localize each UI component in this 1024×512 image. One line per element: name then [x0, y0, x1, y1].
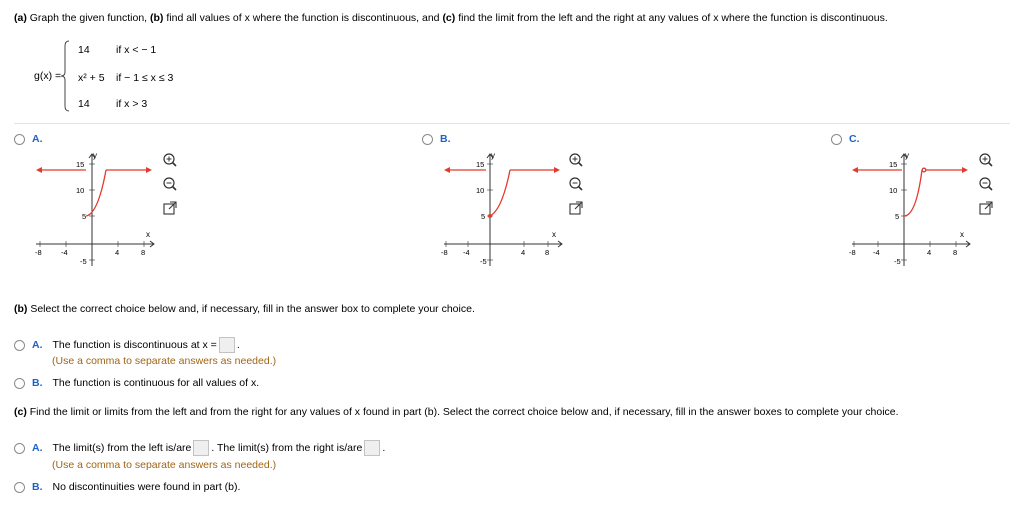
- x-tick: -4: [873, 248, 880, 257]
- piece-3-expr: 14: [78, 98, 90, 110]
- popout-icon[interactable]: [568, 200, 584, 216]
- graph-c-tools: [978, 152, 998, 224]
- y-tick: 10: [889, 186, 898, 195]
- y-tick: 15: [76, 160, 85, 169]
- y-tick: 15: [889, 160, 898, 169]
- zoom-in-icon[interactable]: [568, 152, 584, 168]
- y-axis-label: y: [905, 151, 909, 160]
- part-c-prompt-text: Find the limit or limits from the left and from the right for any values of x found in part (b). Select the correct choice below and, if necessary, fill in the answer boxes to complete your choice.: [26, 406, 899, 418]
- function-label: g(x) =: [34, 70, 62, 82]
- x-tick: 8: [141, 248, 146, 257]
- piece-2-cond: if − 1 ≤ x ≤ 3: [116, 72, 174, 84]
- graph-a: [30, 148, 160, 268]
- part-c-prompt-label: (c): [14, 406, 27, 418]
- x-tick: 4: [927, 248, 932, 257]
- y-tick: 5: [82, 212, 87, 221]
- zoom-in-icon[interactable]: [162, 152, 178, 168]
- radio-button[interactable]: [14, 134, 25, 145]
- question-text: [14, 12, 888, 24]
- part-b-prompt-label: (b): [14, 303, 28, 315]
- y-tick: 5: [481, 212, 486, 221]
- part-c-choice-b[interactable]: [14, 481, 240, 493]
- choice-text: The function is discontinuous at x =: [52, 339, 217, 351]
- part-b-hint: (Use a comma to separate answers as needed.): [52, 355, 277, 367]
- axes: [36, 154, 154, 266]
- popout-icon[interactable]: [162, 200, 178, 216]
- choice-text: No discontinuities were found in part (b).: [52, 481, 241, 493]
- y-axis-label: y: [93, 151, 97, 160]
- graph-option-a[interactable]: [14, 133, 43, 145]
- y-tick: -5: [894, 257, 901, 266]
- y-tick: 10: [476, 186, 485, 195]
- divider: [14, 123, 1010, 124]
- part-a-label: (a): [14, 12, 27, 24]
- option-label: B.: [440, 133, 451, 145]
- radio-button[interactable]: [14, 443, 25, 454]
- x-tick: 8: [545, 248, 550, 257]
- x-axis-label: x: [960, 230, 964, 239]
- part-c-prompt: [14, 406, 899, 418]
- x-axis-label: x: [146, 230, 150, 239]
- part-c-text: find the limit from the left and the right at any values of x where the function is discontinuous.: [455, 12, 888, 24]
- part-c-choice-a[interactable]: A. The limit(s) from the left is/are . The limit(s) from the right is/are .: [14, 440, 385, 456]
- plotted-function: [36, 167, 152, 216]
- choice-label: A.: [32, 339, 43, 351]
- left-limit-answer-box[interactable]: [193, 440, 209, 456]
- graph-option-c[interactable]: [831, 133, 860, 145]
- x-tick: 4: [115, 248, 120, 257]
- radio-button[interactable]: [831, 134, 842, 145]
- radio-button[interactable]: [14, 340, 25, 351]
- x-tick: -8: [35, 248, 42, 257]
- part-b-prompt-text: Select the correct choice below and, if necessary, fill in the answer box to complete your choice.: [27, 303, 475, 315]
- part-b-choice-a[interactable]: A. The function is discontinuous at x = .: [14, 337, 240, 353]
- y-tick: -5: [480, 257, 487, 266]
- x-tick: -4: [463, 248, 470, 257]
- y-axis-label: y: [491, 151, 495, 160]
- part-c-hint: (Use a comma to separate answers as needed.): [52, 459, 277, 471]
- popout-icon[interactable]: [978, 200, 994, 216]
- graph-b-tools: [568, 152, 588, 224]
- choice-label: B.: [32, 377, 43, 389]
- y-tick: 15: [476, 160, 485, 169]
- x-tick: -8: [849, 248, 856, 257]
- part-a-text: Graph the given function,: [26, 12, 151, 24]
- x-tick: 8: [953, 248, 958, 257]
- x-axis-label: x: [552, 230, 556, 239]
- choice-text-left: The limit(s) from the left is/are: [52, 442, 192, 454]
- part-b-text: find all values of x where the function is discontinuous, and: [163, 12, 443, 24]
- piecewise-function: [0, 36, 260, 116]
- part-b-prompt: [14, 303, 475, 315]
- graph-option-b[interactable]: [422, 133, 451, 145]
- graph-c: [846, 148, 976, 268]
- right-limit-answer-box[interactable]: [364, 440, 380, 456]
- radio-button[interactable]: [14, 378, 25, 389]
- option-label: C.: [849, 133, 860, 145]
- choice-label: A.: [32, 442, 43, 454]
- zoom-in-icon[interactable]: [978, 152, 994, 168]
- choice-label: B.: [32, 481, 43, 493]
- piece-2-expr: x² + 5: [78, 72, 105, 84]
- y-tick: -5: [80, 257, 87, 266]
- x-tick: 4: [521, 248, 526, 257]
- zoom-out-icon[interactable]: [568, 176, 584, 192]
- option-label: A.: [32, 133, 43, 145]
- zoom-out-icon[interactable]: [978, 176, 994, 192]
- piece-3-cond: if x > 3: [116, 98, 148, 110]
- radio-button[interactable]: [422, 134, 433, 145]
- zoom-out-icon[interactable]: [162, 176, 178, 192]
- piece-1-cond: if x < − 1: [116, 44, 157, 56]
- brace-icon: [60, 40, 70, 112]
- y-tick: 5: [895, 212, 900, 221]
- y-tick: 10: [76, 186, 85, 195]
- part-b-label: (b): [150, 12, 164, 24]
- plotted-function: [444, 167, 560, 218]
- piece-1-expr: 14: [78, 44, 90, 56]
- choice-text: The function is continuous for all values of x.: [52, 377, 260, 389]
- x-tick: -8: [441, 248, 448, 257]
- part-c-label: (c): [442, 12, 456, 24]
- part-b-choice-b[interactable]: [14, 377, 259, 389]
- answer-box[interactable]: [219, 337, 235, 353]
- graph-b: [438, 148, 568, 268]
- plotted-function: [852, 167, 968, 216]
- choice-text-right: . The limit(s) from the right is/are: [211, 442, 363, 454]
- graph-a-tools: [162, 152, 182, 224]
- x-tick: -4: [61, 248, 68, 257]
- radio-button[interactable]: [14, 482, 25, 493]
